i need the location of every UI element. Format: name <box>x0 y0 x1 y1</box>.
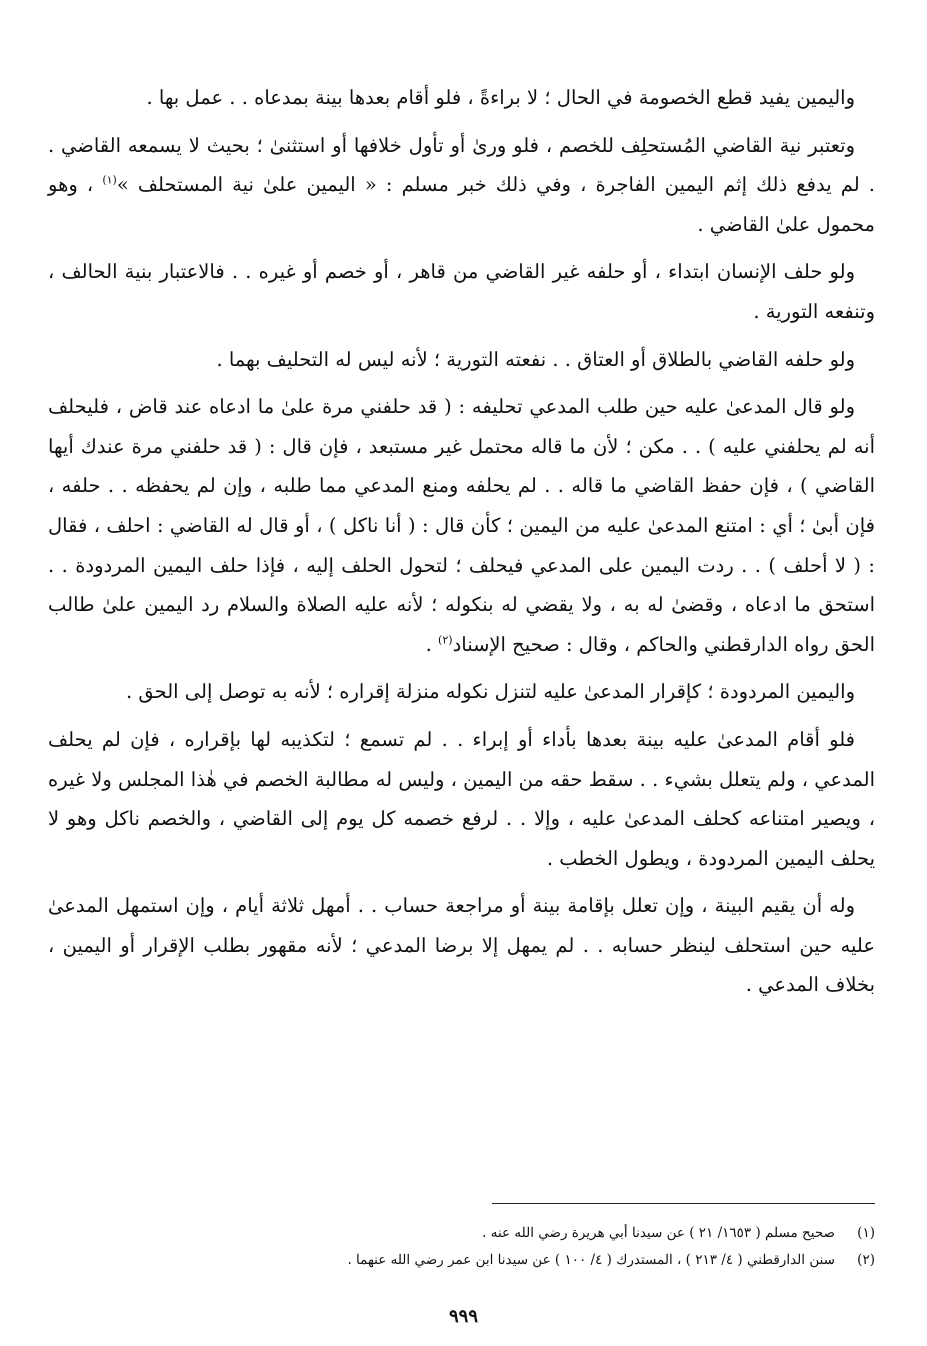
paragraph <box>48 387 875 664</box>
paragraph <box>48 886 875 1005</box>
paragraph-text: وله أن يقيم البينة ، وإن تعلل بإقامة بينة أو مراجعة حساب . . أمهل ثلاثة أيام ، وإن استمهل المدعىٰ عليه حين استحلف لينظر حسابه . . لم يمهل إلا برضا المدعي ؛ لأنه مقهور بطلب الإقرار أو اليمين ، بخلاف المدعي . <box>48 894 875 997</box>
paragraph <box>48 720 875 878</box>
footnotes <box>48 1220 875 1274</box>
paragraph <box>48 78 875 118</box>
paragraph-text: . <box>425 632 439 656</box>
footnote-reference: (١) <box>102 173 117 187</box>
paragraph <box>48 252 875 331</box>
footnote-number: (١) <box>857 1225 875 1241</box>
footnote-text: صحيح مسلم ( ١٦٥٣/ ٢١ ) عن سيدنا أبي هريرة رضي الله عنه . <box>482 1225 835 1241</box>
footnote-text: سنن الدارقطني ( ٤/ ٢١٣ ) ، المستدرك ( ٤/ ١٠٠ ) عن سيدنا ابن عمر رضي الله عنهما . <box>347 1252 835 1268</box>
main-text <box>48 78 875 1013</box>
footnote-reference: (٢) <box>438 633 453 647</box>
page-number: ٩٩٩ <box>448 1306 478 1327</box>
footnote-divider <box>492 1203 875 1204</box>
paragraph-text: ولو قال المدعىٰ عليه حين طلب المدعي تحليفه : ( قد حلفني مرة علىٰ ما ادعاه عند قاض ، فليحلف أنه لم يحلفني عليه ) . . مكن ؛ لأن ما قاله محتمل غير مستبعد ، فإن قال : ( قد حلفني مرة عندك أيها القاضي ) ، فإن حفظ القاضي ما قاله . . لم يحلفه ومنع المدعي مما طلبه ، وإن لم يحفظه . . حلفه ، فإن أبىٰ ؛ أي : امتنع المدعىٰ عليه من اليمين ؛ كأن قال : ( أنا ناكل ) ، أو قال له القاضي : احلف ، فقال : ( لا أحلف ) . . ردت اليمين على المدعي فيحلف ؛ لتحول الحلف إليه ، فإذا حلف اليمين المردودة . . استحق ما ادعاه ، وقضىٰ له به ، ولا يقضي له بنكوله ؛ لأنه عليه الصلاة والسلام رد اليمين علىٰ طالب الحق رواه الدارقطني والحاكم ، وقال : صحيح الإسناد <box>48 395 875 656</box>
paragraph <box>48 340 875 380</box>
paragraph <box>48 126 875 245</box>
paragraph <box>48 672 875 712</box>
footnote <box>48 1220 875 1247</box>
footnote-number: (٢) <box>857 1252 875 1268</box>
paragraph-text: ولو حلف الإنسان ابتداء ، أو حلفه غير القاضي من قاهر ، أو خصم أو غيره . . فالاعتبار بنية الحالف ، وتنفعه التورية . <box>48 260 875 323</box>
footnote <box>48 1247 875 1274</box>
paragraph-text: فلو أقام المدعىٰ عليه بينة بعدها بأداء أو إبراء . . لم تسمع ؛ لتكذيبه لها بإقراره ، فإن لم يحلف المدعي ، ولم يتعلل بشيء . . سقط حقه من اليمين ، وليس له مطالبة الخصم في هٰذا المجلس ولا غيره ، ويصير امتناعه كحلف المدعىٰ عليه ، وإلا . . لرفع خصمه كل يوم إلى القاضي ، والخصم ناكل وهو لا يحلف اليمين المردودة ، ويطول الخطب . <box>48 727 875 870</box>
paragraph-text: ، وهو محمول علىٰ القاضي . <box>48 173 875 236</box>
paragraph-text: واليمين المردودة ؛ كإقرار المدعىٰ عليه لتنزل نكوله منزلة إقراره ؛ لأنه به توصل إلى الحق . <box>125 680 855 704</box>
paragraph-text: واليمين يفيد قطع الخصومة في الحال ؛ لا براءةً ، فلو أقام بعدها بينة بمدعاه . . عمل بها . <box>146 86 855 109</box>
paragraph-text: ولو حلفه القاضي بالطلاق أو العتاق . . نفعته التورية ؛ لأنه ليس له التحليف بهما . <box>216 347 855 371</box>
paragraph-text: وتعتبر نية القاضي المُستحلِف للخصم ، فلو ورىٰ أو تأول خلافها أو استثنىٰ ؛ بحيث لا يسمعه القاضي . . لم يدفع ذلك إثم اليمين الفاجرة ، وفي ذلك خبر مسلم : « اليمين علىٰ نية المستحلف » <box>48 133 875 197</box>
